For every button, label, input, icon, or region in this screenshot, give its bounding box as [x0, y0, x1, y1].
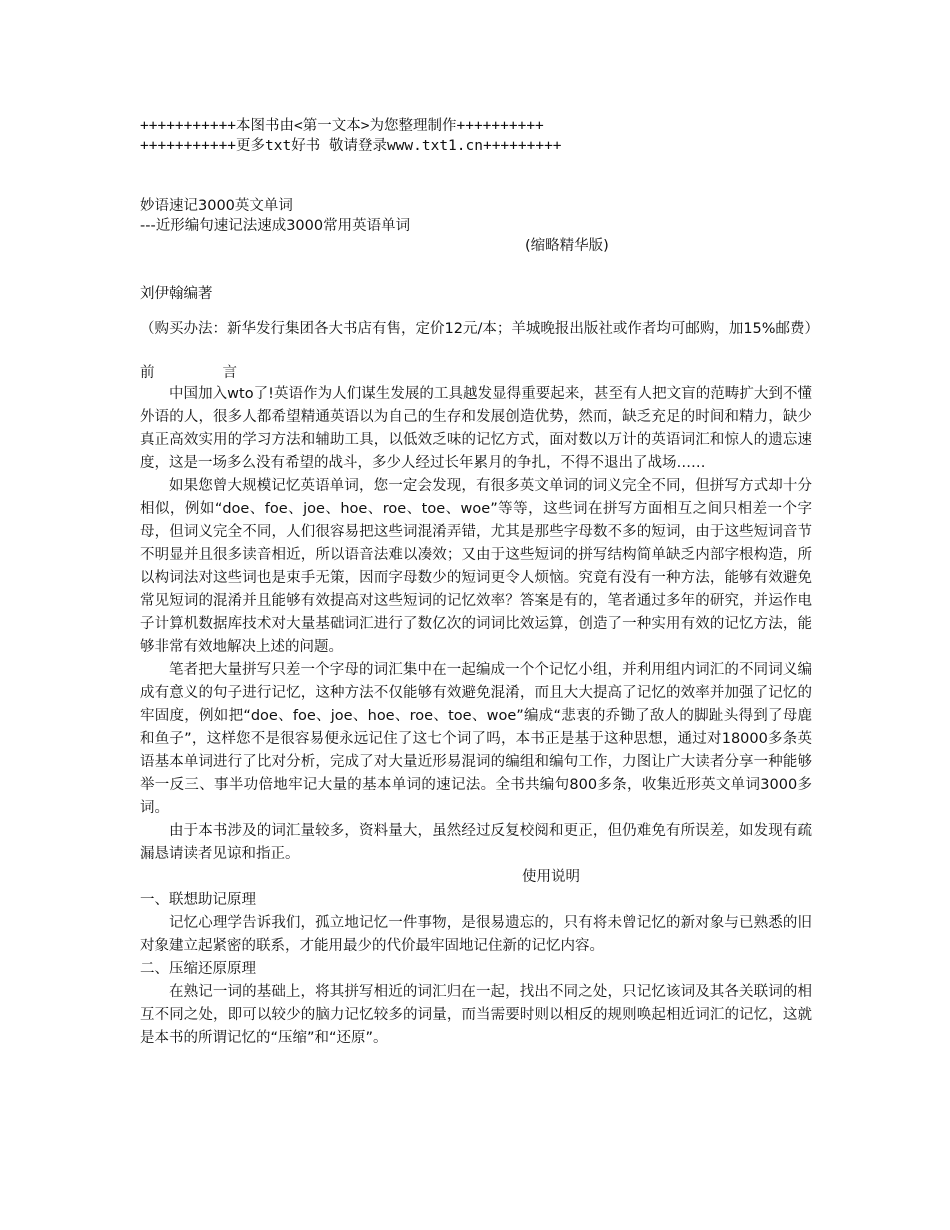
- edition-note: (缩略精华版): [525, 238, 609, 254]
- preface-heading: [140, 363, 812, 383]
- usage-heading: 使用说明: [522, 869, 580, 885]
- document-page: [140, 116, 820, 1050]
- preface-paragraph: 如果您曾大规模记忆英语单词，您一定会发现，有很多英文单词的词义完全不同，但拼写方式却十分相似，例如“doe、foe、joe、hoe、roe、toe、woe”等等，这些词在拼写方面相互之间只相差一个字母，但词义完全不同，人们很容易把这些词混淆弄错，尤其是那些字母数不多的短词，由于这些短词音节不明显并且很多读音相近，所以语音法难以凑效；又由于这些短词的拼写结构简单缺乏内部字根构造，所以构词法对这些词也是束手无策，因而字母数少的短词更令人烦恼。究竟有没有一种方法，能够有效避免常见短词的混淆并且能够有效提高对这些短词的记忆效率？答案是有的，笔者通过多年的研究，并运作电子计算机数据库技术对大量基础词汇进行了数亿次的词词比效运算，创造了一种实用有效的记忆方法，能够非常有效地解决上述的问题。: [140, 478, 812, 655]
- preface-heading-left: 前: [140, 365, 155, 381]
- preface-paragraph: 由于本书涉及的词汇量较多，资料量大，虽然经过反复校阅和更正，但仍难免有所误差，如发现有疏漏恳请读者见谅和指正。: [140, 823, 812, 862]
- purchase-info: （购买办法：新华发行集团各大书店有售，定价12元/本；羊城晚报出版社或作者均可邮购，加15%邮费）: [140, 321, 820, 337]
- usage-section-title: 二、压缩还原原理: [140, 961, 256, 977]
- book-subtitle: ---近形编句速记法速成3000常用英语单词: [140, 218, 411, 234]
- usage-section-text: 在熟记一词的基础上，将其拼写相近的词汇归在一起，找出不同之处，只记忆该词及其各关联词的相互不同之处，即可以较少的脑力记忆较多的词量，而当需要时则以相反的规则唤起相近词汇的记忆，这就是本书的所谓记忆的“压缩”和“还原”。: [140, 984, 812, 1046]
- author-line: 刘伊翰编著: [140, 286, 213, 302]
- header-line-2: +++++++++++更多txt好书 敬请登录www.txt1.cn+++++++++: [140, 138, 562, 154]
- preface-heading-right: 言: [222, 365, 237, 381]
- book-title: 妙语速记3000英文单词: [140, 198, 293, 214]
- header-line-1: +++++++++++本图书由<第一文本>为您整理制作++++++++++: [140, 118, 544, 134]
- usage-section-title: 一、联想助记原理: [140, 892, 256, 908]
- preface-paragraph: 笔者把大量拼写只差一个字母的词汇集中在一起编成一个个记忆小组，并利用组内词汇的不同词义编成有意义的句子进行记忆，这种方法不仅能够有效避免混淆，而且大大提高了记忆的效率并加强了记忆的牢固度，例如把“doe、foe、joe、hoe、roe、toe、woe”编成“悲衷的乔锄了敌人的脚趾头得到了母鹿和鱼子”，这样您不是很容易便永远记住了这七个词了吗，本书正是基于这种思想，通过对18000多条英语基本单词进行了比对分析，完成了对大量近形易混词的编组和编句工作，力图让广大读者分享一种能够举一反三、事半功倍地牢记大量的基本单词的速记法。全书共编句800多条，收集近形英文单词3000多词。: [140, 662, 812, 816]
- usage-section-text: 记忆心理学告诉我们，孤立地记忆一件事物，是很易遗忘的，只有将未曾记忆的新对象与已熟悉的旧对象建立起紧密的联系，才能用最少的代价最牢固地记住新的记忆内容。: [140, 915, 812, 954]
- preface-paragraph: 中国加入wto了!英语作为人们谋生发展的工具越发显得重要起来，甚至有人把文盲的范畴扩大到不懂外语的人，很多人都希望精通英语以为自己的生存和发展创造优势，然而，缺乏充足的时间和精力，缺少真正高效实用的学习方法和辅助工具，以低效乏味的记忆方式，面对数以万计的英语词汇和惊人的遗忘速度，这是一场多么没有希望的战斗，多少人经过长年累月的争扎，不得不退出了战场……: [140, 386, 812, 471]
